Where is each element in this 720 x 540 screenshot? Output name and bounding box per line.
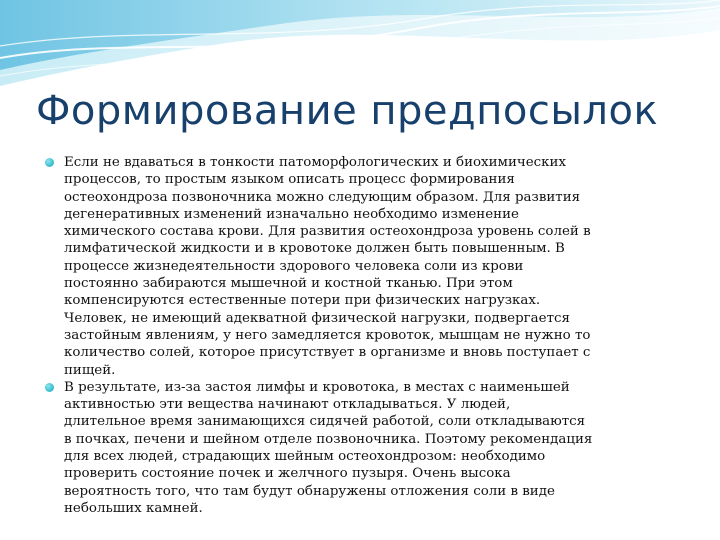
text-line: количество солей, которое присутствует в организме и вновь поступает с <box>64 345 591 361</box>
text-line: процессе жизнедеятельности здорового человека соли из крови <box>64 258 524 274</box>
text-line: остеохондроза позвоночника можно следующим образом. Для развития <box>64 189 581 205</box>
text-line: химического состава крови. Для развития остеохондроза уровень солей в <box>64 224 591 240</box>
text-line: проверить состояние почек и желчного пузыря. Очень высока <box>64 466 511 482</box>
text-line: в почках, печени и шейном отделе позвоночника. Поэтому рекомендация <box>64 431 593 447</box>
text-line: пищей. <box>64 362 116 378</box>
text-line: компенсируются естественные потери при физических нагрузках. <box>64 293 541 309</box>
text-line: застойным явлениям, у него замедляется кровоток, мышцам не нужно то <box>64 327 591 343</box>
text-line: небольших камней. <box>64 500 203 516</box>
text-line: Человек, не имеющий адекватной физической нагрузки, подвергается <box>64 310 570 326</box>
text-line: лимфатической жидкости и в кровотоке должен быть повышенным. В <box>64 241 565 257</box>
text-line: вероятность того, что там будут обнаружены отложения соли в виде <box>64 483 555 499</box>
slide-title: Формирование предпосылок <box>36 88 659 134</box>
text-line: Если не вдаваться в тонкости патоморфологических и биохимических <box>64 155 566 170</box>
text-line: процессов, то простым языком описать процесс формирования <box>64 172 515 188</box>
bullet-marker-icon <box>45 158 54 167</box>
header-wave-decoration <box>0 0 720 90</box>
text-line: для всех людей, страдающих шейным остеохондрозом: необходимо <box>64 449 546 465</box>
text-line: дегенеративных изменений изначально необходимо изменение <box>64 206 519 222</box>
bullet-list <box>45 154 685 517</box>
bullet-item <box>45 154 685 379</box>
text-line: длительное время занимающихся сидячей работой, соли откладываются <box>64 414 586 430</box>
bullet-marker-icon <box>45 383 54 392</box>
text-line: активностью эти вещества начинают откладываться. У людей, <box>64 397 511 413</box>
bullet-item <box>45 379 685 517</box>
text-line: В результате, из-за застоя лимфы и кровотока, в местах с наименьшей <box>64 379 570 395</box>
text-line: постоянно забираются мышечной и костной тканью. При этом <box>64 276 513 292</box>
